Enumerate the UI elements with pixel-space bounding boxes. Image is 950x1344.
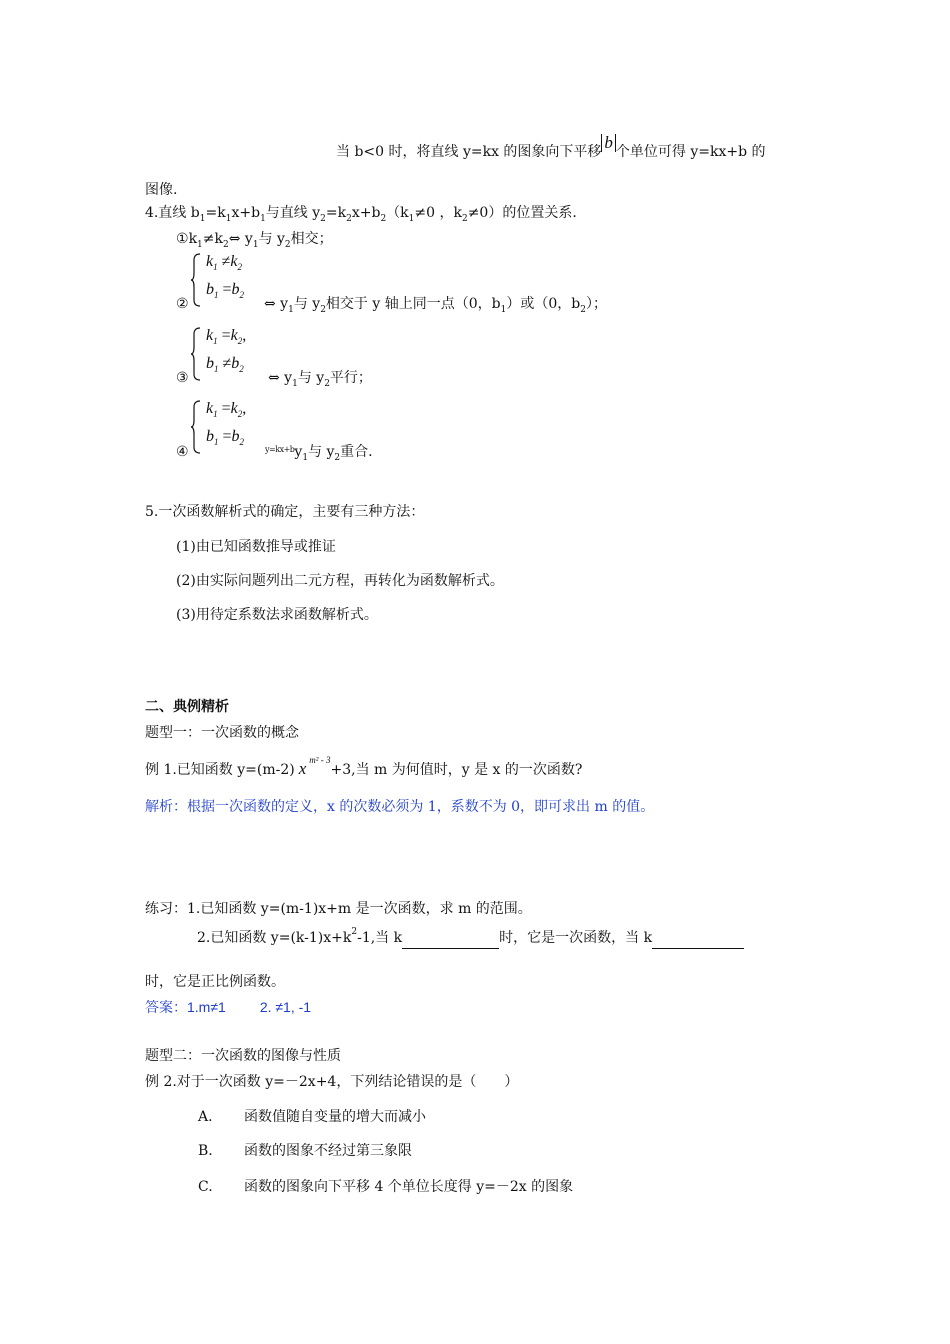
example-1: 例 1.已知函数 y=(m-2) x $^{m^2 - 3}$+3,当 m 为何值时，y 是 x 的一次函数? [145,755,583,778]
system-row-k: $k_1 \ne k_2$ [206,253,242,272]
case-3: ⇔ $y_1$与 $y_2$平行； [268,370,372,389]
type-1-title: 题型一：一次函数的概念 [145,725,299,741]
method-1: (1)由已知函数推导或推证 [176,539,336,555]
section-heading: 二、典例精析 [145,699,229,715]
practice-2-end: 时，它是正比例函数。 [145,974,285,990]
example-1-solution: 解析：根据一次函数的定义，x 的次数必须为 1，系数不为 0，即可求出 m 的值。 [145,799,655,815]
case-1: $①k_1\ne k_2\Leftrightarrow$ $y_1$与 $y_2$相交； [176,231,333,250]
blank-2[interactable] [652,928,744,949]
shift-text-b: 个单位可得 y=kx+b 的 [615,144,766,160]
case-3-num: ③ [176,370,189,386]
brace-case-4 [190,400,202,454]
option-b-text: 函数的图象不经过第三象限 [244,1143,412,1159]
option-a[interactable] [198,1107,426,1127]
system-row-b: $b_1 =b_2$ [206,281,245,300]
system-row-k: $k_1 =k_2$, [206,400,247,419]
case-4: $^{y=kx+b}y_1$与 $y_2$重合. [265,444,373,463]
system-row-k: $k_1 =k_2$, [206,327,247,346]
type-2-title: 题型二：一次函数的图像与性质 [145,1048,341,1064]
option-c[interactable] [198,1177,574,1197]
blank-1[interactable] [402,928,499,949]
brace-case-3 [190,327,202,381]
option-c-label: C. [198,1179,213,1195]
shift-line-end: 图像. [145,182,178,198]
brace-case-2 [190,253,202,307]
answer: 答案：1.m≠1 2. ≠1, -1 [145,999,312,1016]
abs-b: b [601,134,616,152]
example-2: 例 2.对于一次函数 y=－2x+4，下列结论错误的是（ ） [145,1074,519,1090]
practice-2: 2.已知函数 $y=(k-1)x+k^2-1$,当 k 时，它是一次函数，当 k [197,928,744,950]
line-relation-title: 4.直线 $b_1=k_1x+b_1$与直线 $y_2=k_2x+b_2(k_1\ne 0$ ，$k_2\ne 0$）的位置关系. [145,205,577,224]
method-title: 5.一次函数解析式的确定，主要有三种方法： [145,504,425,520]
shift-text-a: 当 b<0 时，将直线 y=kx 的图象向下平移 [336,144,602,160]
practice-1: 练习：1.已知函数 y=(m-1)x+m 是一次函数，求 m 的范围。 [145,901,532,917]
case-2: ⇔ $y_1$与 $y_2$相交于 y 轴上同一点（0，$b_1$）或（0，$b_2$）； [264,296,607,315]
option-b-label: B. [198,1143,213,1159]
case-4-num: ④ [176,444,189,460]
method-2: (2)由实际问题列出二元方程，再转化为函数解析式。 [176,573,504,589]
shift-line [336,133,766,162]
option-a-label: A. [198,1109,213,1125]
option-c-text: 函数的图象向下平移 4 个单位长度得 y=－2x 的图象 [244,1179,574,1195]
option-a-text: 函数值随自变量的增大而减小 [244,1109,426,1125]
option-b[interactable] [198,1141,412,1161]
system-row-b: $b_1 \ne b_2$ [206,355,244,374]
system-row-b: $b_1 =b_2$ [206,428,245,447]
case-2-num: ② [176,296,189,312]
method-3: (3)用待定系数法求函数解析式。 [176,607,378,623]
